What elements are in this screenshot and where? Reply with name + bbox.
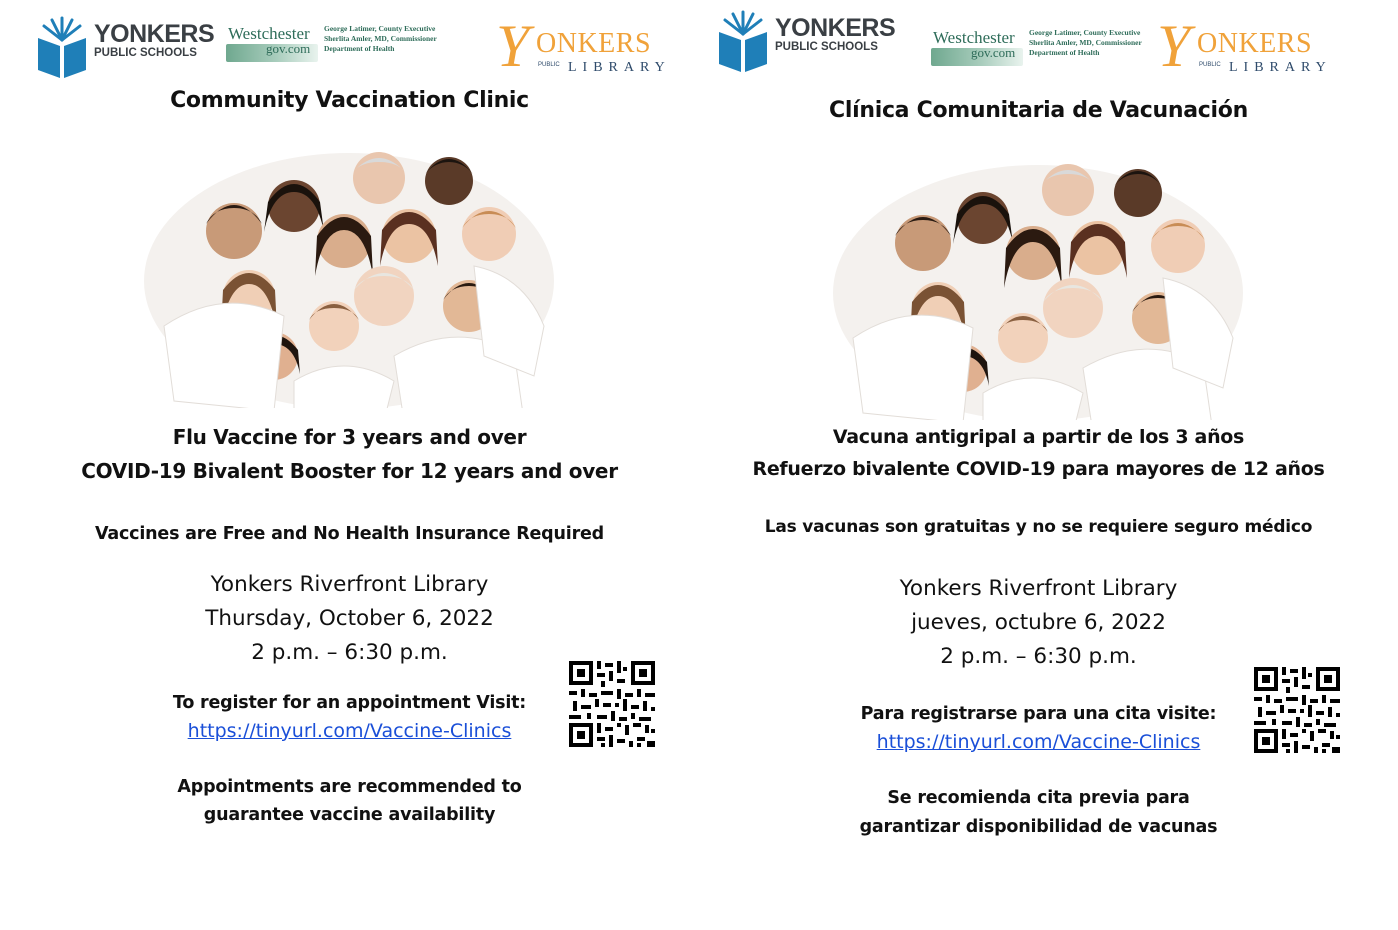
yonkers-public-schools-logo (717, 10, 897, 76)
library-logo-public: PUBLIC (1199, 62, 1221, 68)
vaccine-line-covid: Refuerzo bivalente COVID-19 para mayores de 12 años (752, 458, 1325, 480)
westchester-gov-logo (931, 26, 1171, 74)
group-photo (144, 146, 554, 408)
header-logos (0, 13, 699, 86)
free-notice: Las vacunas son gratuitas y no se requiere seguro médico (764, 517, 1313, 537)
header-logos (699, 10, 1398, 80)
open-book-icon (36, 16, 88, 82)
logo-text-public-schools: PUBLIC SCHOOLS (94, 47, 197, 59)
library-logo-onkers: ONKERS (1197, 28, 1313, 59)
commissioner-line: Sherlita Amler, MD, Commissioner (324, 34, 437, 43)
library-logo-library: LIBRARY (568, 60, 671, 75)
recommend-line-1: Appointments are recommended to (177, 777, 522, 797)
open-book-icon (717, 10, 769, 76)
westchester-officials (324, 24, 437, 54)
library-logo-y: Y (1157, 13, 1191, 79)
westchester-officials (1029, 28, 1142, 58)
group-photo (831, 158, 1245, 420)
logo-text-public-schools: PUBLIC SCHOOLS (775, 41, 878, 53)
westchester-domain: gov.com (266, 41, 311, 56)
logo-text-yonkers: YONKERS (775, 14, 896, 42)
commissioner-line: Sherlita Amler, MD, Commissioner (1029, 38, 1142, 47)
register-label: To register for an appointment Visit: (172, 693, 527, 713)
flyer-title: Community Vaccination Clinic (170, 88, 529, 113)
department-line: Department of Health (324, 44, 395, 53)
vaccine-line-covid: COVID-19 Bivalent Booster for 12 years and over (81, 459, 618, 483)
location: Yonkers Riverfront Library (210, 572, 489, 597)
library-logo-library: LIBRARY (1229, 60, 1332, 75)
event-date: jueves, octubre 6, 2022 (911, 610, 1166, 635)
department-line: Department of Health (1029, 48, 1100, 57)
yonkers-public-library-logo (494, 13, 674, 86)
yonkers-public-library-logo (1155, 13, 1335, 86)
qr-code[interactable] (567, 659, 657, 749)
library-logo-public: PUBLIC (538, 62, 560, 68)
westchester-name: Westchester (228, 24, 310, 43)
register-link[interactable]: https://tinyurl.com/Vaccine-Clinics (876, 731, 1201, 753)
flyer-spanish (699, 0, 1398, 930)
yonkers-public-schools-logo (36, 16, 216, 82)
library-logo-y: Y (496, 13, 530, 79)
county-executive-line: George Latimer, County Executive (324, 24, 436, 33)
recommend-line-2: guarantee vaccine availability (203, 805, 496, 825)
event-time: 2 p.m. – 6:30 p.m. (251, 640, 448, 665)
westchester-gov-logo (226, 22, 466, 70)
qr-code[interactable] (1252, 665, 1342, 755)
county-executive-line: George Latimer, County Executive (1029, 28, 1141, 37)
register-label: Para registrarse para una cita visite: (860, 704, 1217, 724)
recommend-line-1: Se recomienda cita previa para (887, 788, 1190, 808)
library-logo-onkers: ONKERS (536, 28, 652, 59)
westchester-name: Westchester (933, 28, 1015, 47)
register-link[interactable]: https://tinyurl.com/Vaccine-Clinics (187, 720, 512, 742)
vaccine-line-flu: Vacuna antigripal a partir de los 3 años (832, 426, 1245, 448)
event-date: Thursday, October 6, 2022 (205, 606, 494, 631)
westchester-domain: gov.com (971, 45, 1016, 60)
location: Yonkers Riverfront Library (899, 576, 1178, 601)
event-time: 2 p.m. – 6:30 p.m. (940, 644, 1137, 669)
flyer-title: Clínica Comunitaria de Vacunación (829, 98, 1248, 123)
free-notice: Vaccines are Free and No Health Insurance Required (95, 524, 604, 544)
vaccine-line-flu: Flu Vaccine for 3 years and over (172, 425, 527, 449)
recommend-line-2: garantizar disponibilidad de vacunas (859, 817, 1218, 837)
logo-text-yonkers: YONKERS (94, 20, 215, 48)
